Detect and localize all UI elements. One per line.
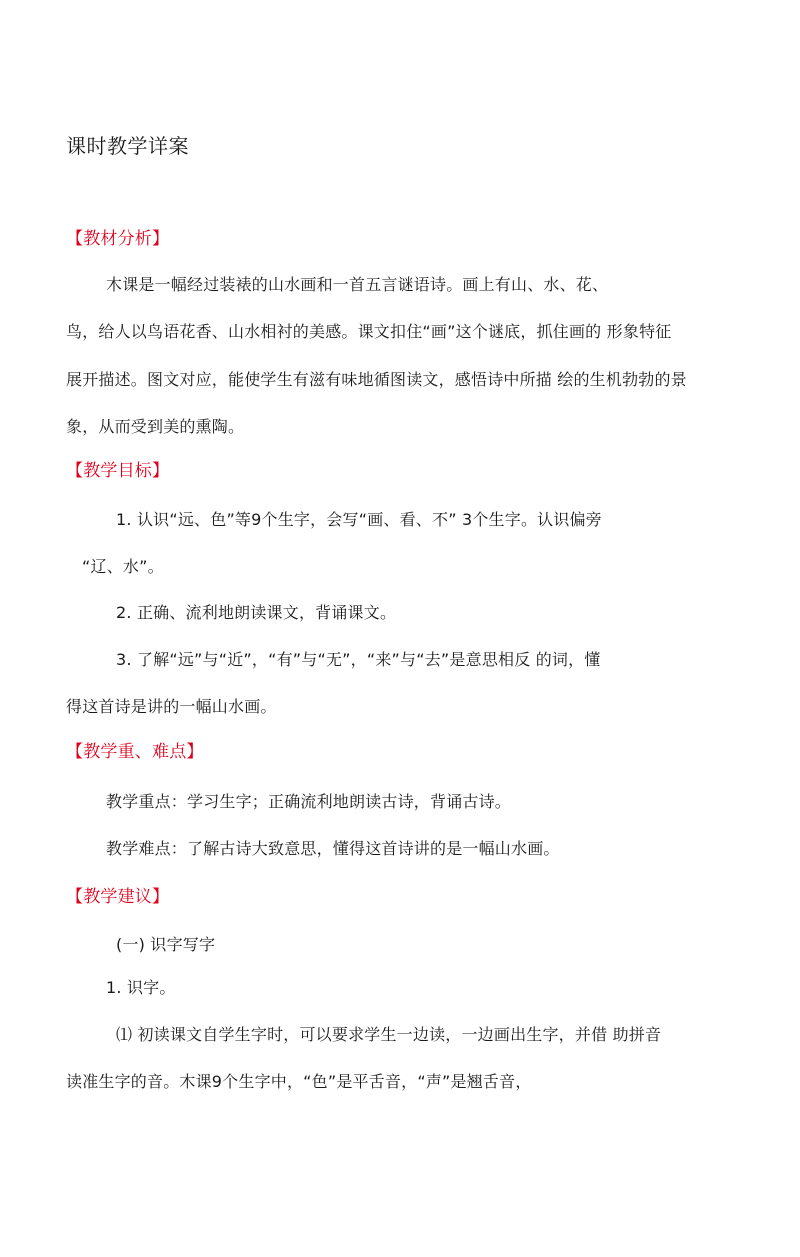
suggestion-item: 1. 识字。 xyxy=(106,978,176,997)
goal-item-3: 3. 了解“远”与“近”，“有”与“无”，“来”与“去”是意思相反 的词，懂 xyxy=(116,650,601,669)
paragraph-line: 木课是一幅经过装裱的山水画和一首五言谜语诗。画上有山、水、花、 xyxy=(106,275,609,294)
subheading-literacy: (一) 识字写字 xyxy=(116,935,216,954)
goal-item-3-cont: 得这首诗是讲的一幅山水画。 xyxy=(66,697,277,716)
paragraph-line: 展开描述。图文对应，能使学生有滋有味地循图读文，感悟诗中所描 绘的生机勃勃的景 xyxy=(66,370,687,389)
document-title: 课时教学详案 xyxy=(66,134,189,158)
goal-item-1: 1. 认识“远、色”等9个生字，会写“画、看、不” 3个生字。认识偏旁 xyxy=(116,510,602,529)
goal-item-1-cont: “辽、水”。 xyxy=(82,557,164,576)
section-heading-analysis: 【教材分析】 xyxy=(66,229,170,249)
difficulty-line: 教学难点：了解古诗大致意思，懂得这首诗讲的是一幅山水画。 xyxy=(106,839,560,858)
suggestion-item-cont: 读准生字的音。木课9个生字中，“色”是平舌音，“声”是翘舌音， xyxy=(66,1072,532,1091)
suggestion-item: ⑴ 初读课文自学生字时，可以要求学生一边读，一边画出生字，并借 助拼音 xyxy=(116,1025,662,1044)
paragraph-line: 鸟，给人以鸟语花香、山水相衬的美感。课文扣住“画”这个谜底，抓住画的 形象特征 xyxy=(66,322,672,341)
key-point-line: 教学重点：学习生字；正确流利地朗读古诗，背诵古诗。 xyxy=(106,792,512,811)
goal-item-2: 2. 正确、流利地朗读课文，背诵课文。 xyxy=(116,603,397,622)
paragraph-line: 象，从而受到美的熏陶。 xyxy=(66,417,245,436)
section-heading-suggestions: 【教学建议】 xyxy=(66,887,170,907)
section-heading-key-points: 【教学重、难点】 xyxy=(66,742,204,762)
section-heading-goals: 【教学目标】 xyxy=(66,461,170,481)
